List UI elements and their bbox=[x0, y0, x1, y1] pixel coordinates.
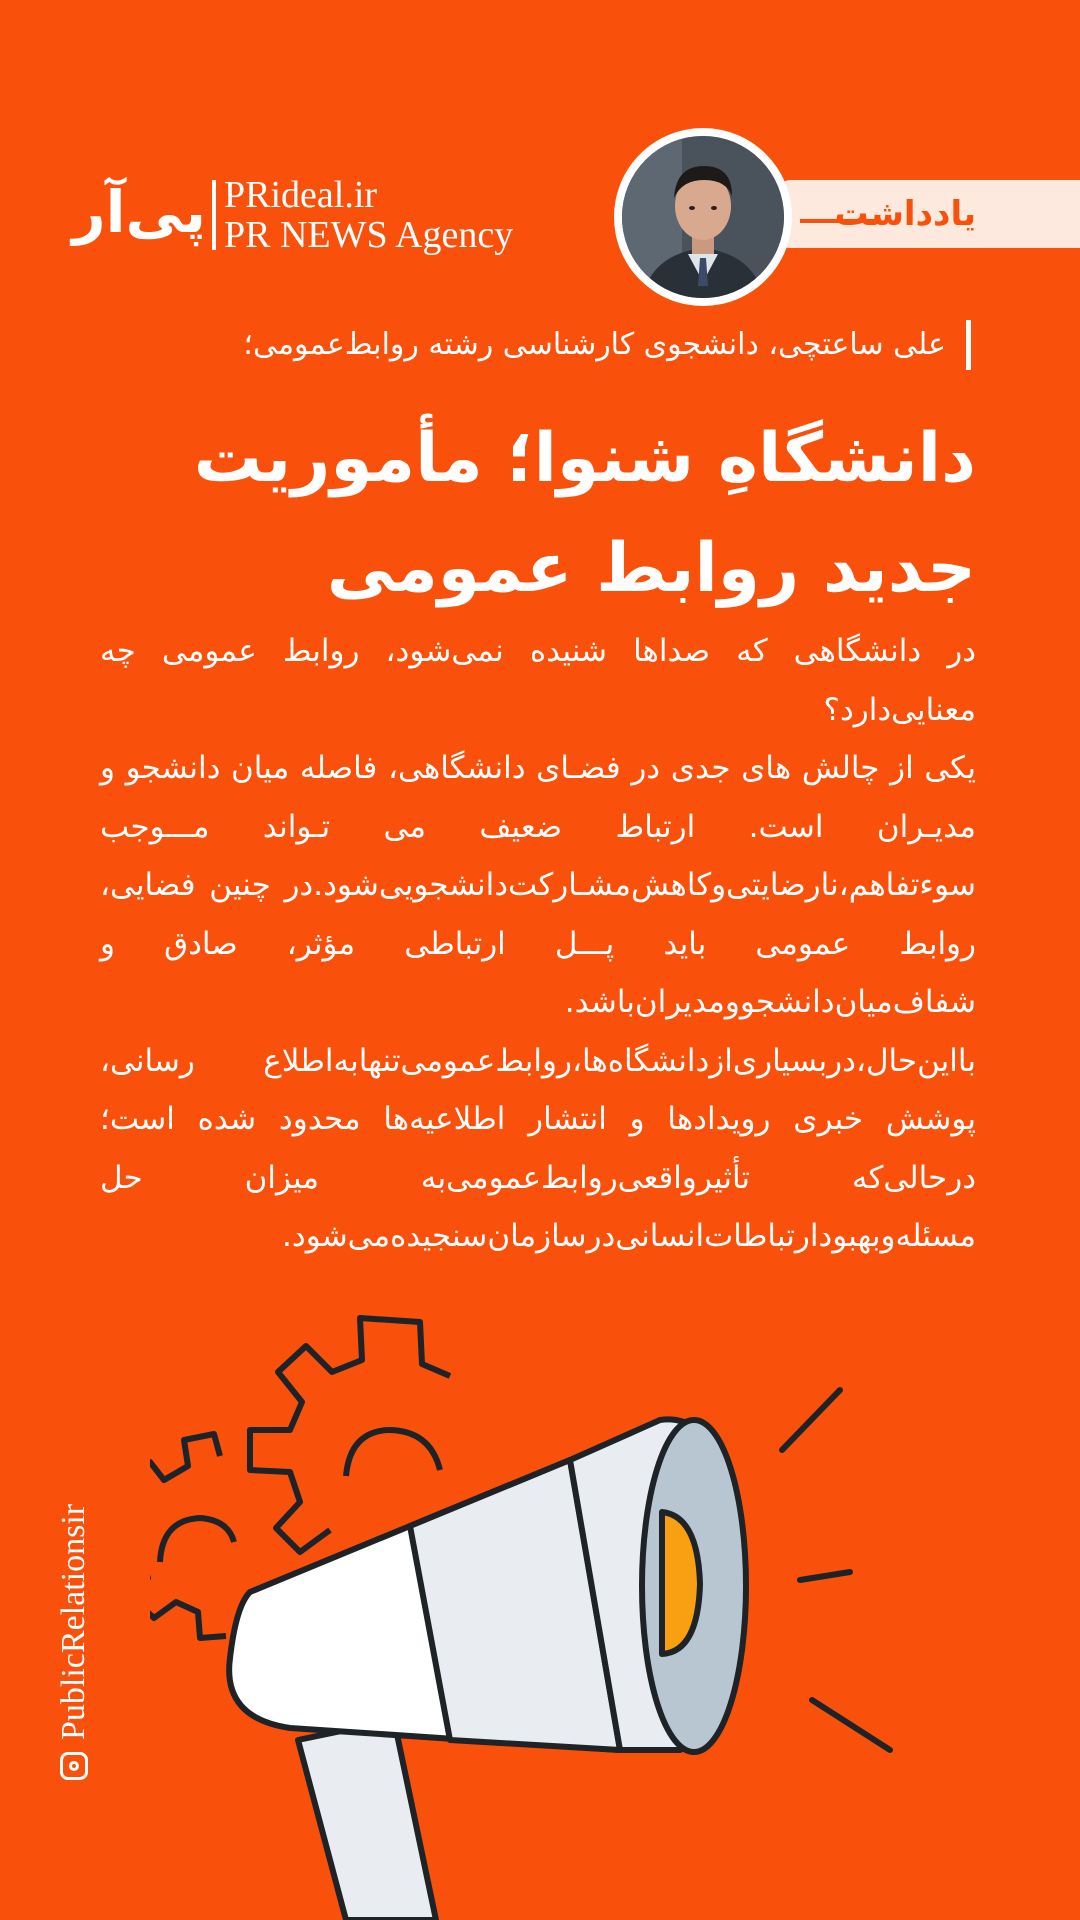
gear-large-icon bbox=[250, 1318, 450, 1552]
title-line-1: دانشگاهِ شنوا؛ مأموریت bbox=[193, 419, 976, 498]
title-line-2: جدید روابط عمومی bbox=[326, 529, 976, 608]
pr-logo-mark: پی‌آر bbox=[72, 178, 206, 246]
author-portrait-icon bbox=[622, 136, 784, 298]
article-title bbox=[193, 404, 976, 624]
megaphone-gears-illustration bbox=[150, 1280, 930, 1920]
brand-block bbox=[224, 176, 513, 256]
gear-small-icon bbox=[150, 1434, 234, 1638]
note-tag-label: یادداشت bbox=[834, 194, 976, 234]
body-paragraph-1: در دانشگاهی که صداها شنیده نمی‌شود، روابط عمومی چه معنایی‌دارد؟ bbox=[100, 633, 976, 728]
instagram-icon bbox=[60, 1752, 88, 1780]
instagram-handle-text: PublicRelationsir bbox=[55, 1503, 92, 1740]
logo-divider bbox=[212, 180, 216, 250]
article-body bbox=[100, 622, 976, 1266]
megaphone-icon bbox=[229, 1419, 746, 1920]
brand-domain: PRideal.ir bbox=[224, 174, 378, 216]
author-accent-bar bbox=[966, 320, 971, 370]
instagram-handle[interactable] bbox=[54, 1504, 94, 1780]
body-paragraph-2: یکی از چالش های جدی در فضـای دانشگاهی، فاصله میان دانشجو و مدیـران است. ارتباط ضعیف می تـواند مـــوجب سوءتفاهم،‌نارضایتی‌وکاهش‌مشـارکت‌دانشجویی‌شود.در چنین فضایی، روابط عمومی باید پـــل ارتباطی مؤثر، صادق و شفاف‌میان‌دانشجوومدیران‌باشد. bbox=[100, 750, 976, 1020]
author-avatar bbox=[622, 136, 784, 298]
body-paragraph-3: بااین‌حال،دربسیاری‌ازدانشگاه‌ها،روابط‌عمومی‌تنهابه‌اطلاع رسانی، پوشش خبری رویدادها و انتشار اطلاعیه‌ها محدود شده است؛درحالی‌که تأثیرواقعی‌روابط‌عمومی‌به میزان حل مسئله‌وبهبودارتباطات‌انسانی‌درسازمان‌سنجیده‌می‌شود. bbox=[100, 1042, 976, 1254]
brand-tagline: PR NEWS Agency bbox=[224, 214, 514, 256]
author-byline: علی ساعتچی، دانشجوی کارشناسی رشته روابط‌عمومی؛ bbox=[243, 327, 946, 362]
sound-lines-icon bbox=[782, 1390, 890, 1750]
